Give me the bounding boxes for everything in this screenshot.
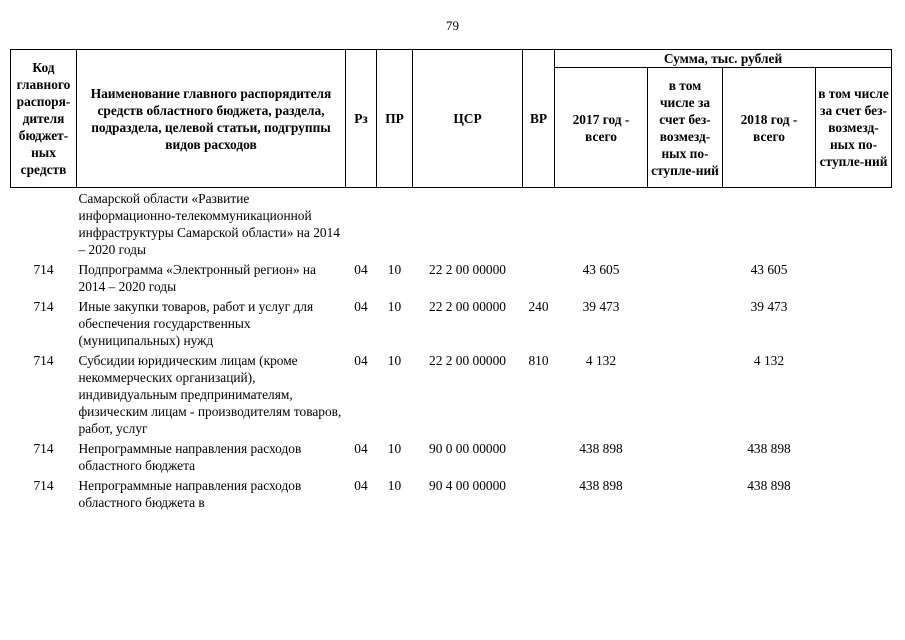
cell-pr: 10 [387, 478, 402, 493]
cell-2017-nonfree [648, 474, 723, 511]
cell-2017-total [555, 188, 648, 259]
cell-rz: 04 [354, 262, 368, 277]
cell-name: Непрограммные направления расходов областного бюджета в [78, 478, 302, 510]
header-2018-total: 2018 год - всего [723, 68, 816, 188]
header-2017-total: 2017 год - всего [555, 68, 648, 188]
budget-table [10, 49, 892, 511]
cell-2018-total [723, 188, 816, 259]
cell-pr: 10 [387, 262, 402, 277]
cell-2018-total: 43 605 [750, 262, 788, 277]
cell-2017-total: 43 605 [582, 262, 620, 277]
cell-vr [523, 258, 555, 295]
cell-pr: 10 [387, 441, 402, 456]
table-row [11, 349, 892, 437]
header-pr: ПР [377, 50, 413, 188]
cell-2018-total: 4 132 [753, 353, 785, 368]
cell-csr: 90 0 00 00000 [429, 441, 506, 456]
table-row [11, 437, 892, 474]
cell-csr: 22 2 00 00000 [429, 299, 506, 314]
cell-code [11, 188, 77, 259]
cell-name: Самарской области «Развитие информационно-телекоммуникационной инфраструктуры Самарской области» на 2014 – 2020 годы [78, 191, 340, 257]
cell-2017-total: 39 473 [582, 299, 620, 314]
cell-vr: 810 [528, 353, 549, 368]
cell-rz: 04 [354, 299, 368, 314]
cell-rz: 04 [354, 478, 368, 493]
cell-2018-nonfree [816, 474, 892, 511]
cell-2017-nonfree [648, 349, 723, 437]
cell-2018-nonfree [816, 295, 892, 349]
header-vr: ВР [523, 50, 555, 188]
cell-rz [346, 188, 377, 259]
header-sum-group: Сумма, тыс. рублей [555, 50, 892, 68]
cell-2018-nonfree [816, 437, 892, 474]
cell-rz: 04 [354, 353, 368, 368]
cell-2017-total: 438 898 [579, 441, 623, 456]
cell-csr [413, 188, 523, 259]
cell-2018-total: 39 473 [750, 299, 788, 314]
cell-2017-nonfree [648, 437, 723, 474]
cell-name: Субсидии юридическим лицам (кроме некоммерческих организаций), индивидуальным предпринимателям, физическим лицам - производителям товаров, работ, услуг [78, 353, 342, 436]
header-code: Код главного распоря-дителя бюджет-ных средств [11, 50, 77, 188]
cell-2018-nonfree [816, 258, 892, 295]
cell-2017-total: 4 132 [585, 353, 617, 368]
cell-code: 714 [33, 262, 54, 277]
cell-pr [377, 188, 413, 259]
header-2018-nonfree: в том числе за счет без-возмезд-ных по-ступле-ний [816, 68, 892, 188]
cell-2018-total: 438 898 [747, 478, 791, 493]
table-row [11, 295, 892, 349]
cell-2017-nonfree [648, 258, 723, 295]
cell-csr: 22 2 00 00000 [429, 262, 506, 277]
cell-2017-nonfree [648, 295, 723, 349]
cell-name: Иные закупки товаров, работ и услуг для обеспечения государственных (муниципальных) нужд [78, 299, 314, 348]
cell-pr: 10 [387, 353, 402, 368]
cell-name: Подпрограмма «Электронный регион» на 2014 – 2020 годы [78, 262, 317, 294]
cell-csr: 90 4 00 00000 [429, 478, 506, 493]
table-row [11, 258, 892, 295]
cell-code: 714 [33, 299, 54, 314]
cell-2017-nonfree [648, 188, 723, 259]
cell-vr [523, 188, 555, 259]
table-row [11, 188, 892, 259]
cell-code: 714 [33, 353, 54, 368]
header-name: Наименование главного распорядителя средств областного бюджета, раздела, подраздела, целевой статьи, подгруппы видов расходов [77, 50, 346, 188]
cell-code: 714 [33, 478, 54, 493]
cell-pr: 10 [387, 299, 402, 314]
cell-vr: 240 [528, 299, 549, 314]
cell-vr [523, 437, 555, 474]
cell-name: Непрограммные направления расходов областного бюджета [78, 441, 302, 473]
cell-rz: 04 [354, 441, 368, 456]
header-csr: ЦСР [413, 50, 523, 188]
cell-2018-nonfree [816, 188, 892, 259]
cell-csr: 22 2 00 00000 [429, 353, 506, 368]
cell-vr [523, 474, 555, 511]
header-2017-nonfree: в том числе за счет без-возмезд-ных по-ступле-ний [648, 68, 723, 188]
header-rz: Рз [346, 50, 377, 188]
table-row [11, 474, 892, 511]
cell-2018-total: 438 898 [747, 441, 791, 456]
cell-2017-total: 438 898 [579, 478, 623, 493]
cell-2018-nonfree [816, 349, 892, 437]
cell-code: 714 [33, 441, 54, 456]
page-number: 79 [446, 18, 459, 33]
